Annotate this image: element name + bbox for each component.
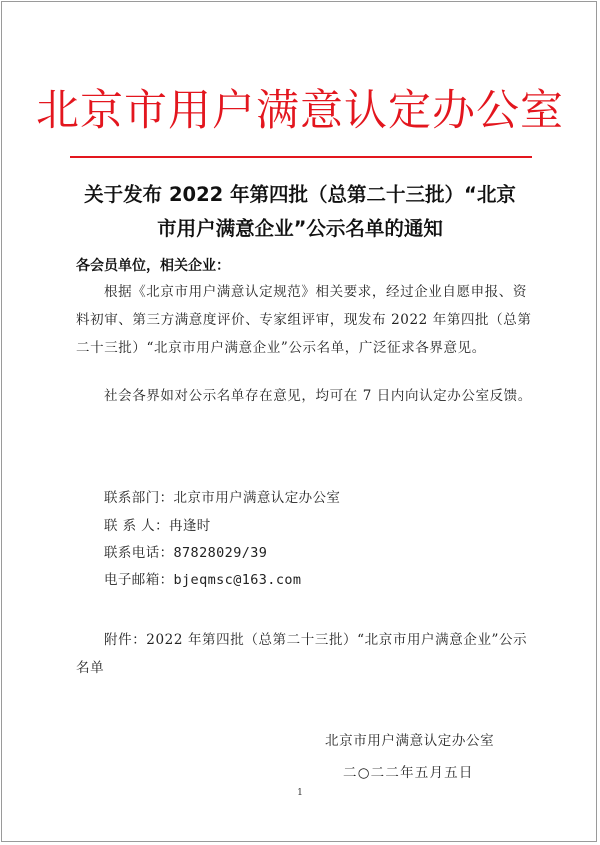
notice-title-line-1: 关于发布 2022 年第四批（总第二十三批）“北京 xyxy=(84,183,516,206)
contact-department-label: 联系部门： xyxy=(104,490,174,506)
contact-department xyxy=(104,488,340,508)
attachment-note: 附件：2022 年第四批（总第二十三批）“北京市用户满意企业”公示名单 xyxy=(76,632,528,676)
office-header-title: 北京市用户满意认定办公室 xyxy=(36,86,564,136)
contact-person-value: 冉逢时 xyxy=(168,518,211,534)
contact-phone-value: 87828029/39 xyxy=(173,545,268,561)
page-number: 1 xyxy=(297,788,303,798)
salutation: 各会员单位，相关企业： xyxy=(76,258,230,274)
signature-date: 二○二二年五月五日 xyxy=(343,765,474,781)
body-paragraph-1: 根据《北京市用户满意认定规范》相关要求，经过企业自愿申报、资料初审、第三方满意度评价、专家组评审，现发布 2022 年第四批（总第二十三批）“北京市用户满意企业”公示名单，广泛征求各界意见。 xyxy=(76,284,532,356)
contact-email-label: 电子邮箱： xyxy=(104,572,174,588)
notice-title xyxy=(62,178,538,246)
contact-email xyxy=(104,570,301,590)
contact-email-value: bjeqmsc@163.com xyxy=(173,572,302,588)
contact-phone-label: 联系电话： xyxy=(104,545,174,561)
contact-person xyxy=(104,516,211,536)
contact-phone xyxy=(104,543,267,563)
contact-department-value: 北京市用户满意认定办公室 xyxy=(173,490,341,506)
notice-title-line-2: 市用户满意企业”公示名单的通知 xyxy=(157,217,443,240)
body-paragraph-2: 社会各界如对公示名单存在意见，均可在 7 日内向认定办公室反馈。 xyxy=(104,388,532,404)
contact-person-label: 联 系 人： xyxy=(104,518,169,534)
red-header-rule xyxy=(70,156,532,158)
signature-office: 北京市用户满意认定办公室 xyxy=(325,733,495,749)
document-page xyxy=(1,1,597,842)
